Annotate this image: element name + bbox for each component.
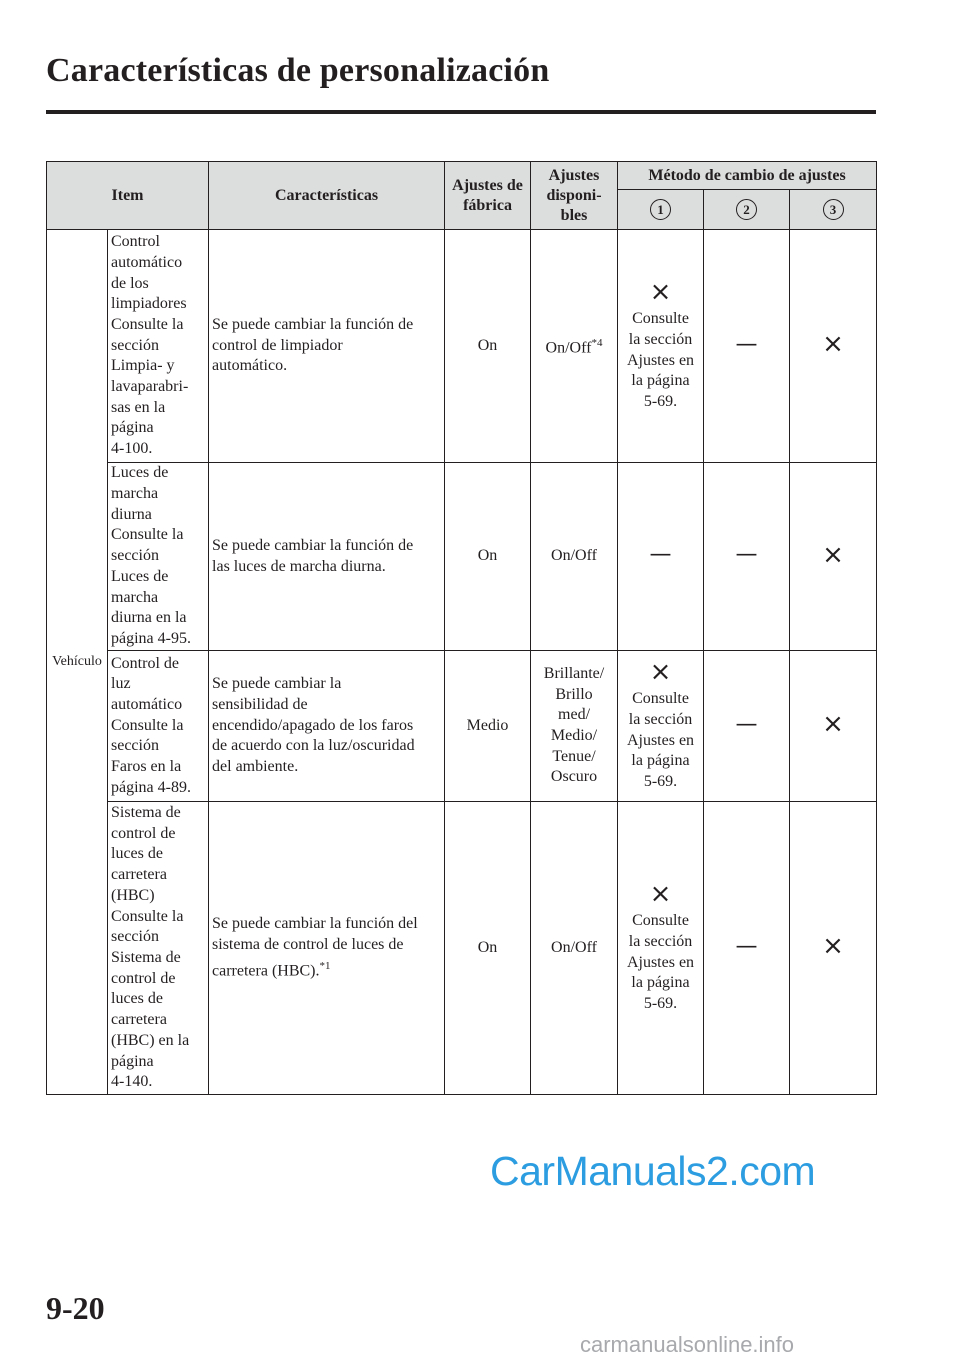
dash-icon: — [735, 542, 758, 568]
header-ajustes-disponibles: Ajustes disponi- bles [531, 162, 618, 230]
table-row [47, 230, 877, 463]
table-row [47, 651, 877, 802]
table-row [47, 802, 877, 1095]
footnote-ref: *1 [319, 959, 331, 972]
row-method-1: × Consulte la sección Ajustes en la página 5-69. [618, 651, 704, 802]
dash-icon: — [735, 331, 758, 357]
row-factory: On [445, 463, 531, 651]
header-ajustes-fabrica: Ajustes de fábrica [445, 162, 531, 230]
row-available: On/Off [531, 463, 618, 651]
row-method-1: × Consulte la sección Ajustes en la página 5-69. [618, 230, 704, 463]
footer-site: carmanualsonline.info [580, 1332, 795, 1357]
header-method-3 [790, 190, 877, 230]
row-name: Control de luz automático Consulte la sección Faros en la página 4-89. [108, 651, 209, 802]
header-caracteristicas: Características [209, 162, 445, 230]
row-available: Brillante/ Brillo med/ Medio/ Tenue/ Oscuro [531, 651, 618, 802]
row-available: On/Off$^{*4}$ [531, 230, 618, 463]
row-method-3 [790, 802, 877, 1095]
row-method-2 [704, 463, 790, 651]
dash-icon: — [735, 711, 758, 737]
footnote-ref: *4 [591, 336, 603, 349]
row-description: Se puede cambiar la sensibilidad de encendido/apagado de los faros de acuerdo con la luz/oscuridad del ambiente. [209, 651, 445, 802]
row-available: On/Off [531, 802, 618, 1095]
row-method-1: × Consulte la sección Ajustes en la página 5-69. [618, 802, 704, 1095]
customization-table [46, 161, 877, 1095]
row-method-2 [704, 230, 790, 463]
row-method-3 [790, 651, 877, 802]
cross-icon: × [822, 329, 844, 359]
circled-number-3: 3 [823, 199, 844, 220]
header-method-1 [618, 190, 704, 230]
watermark: CarManuals2.com [490, 1148, 816, 1194]
row-name: Sistema de control de luces de carretera (HBC) Consulte la sección Sistema de control de luces de carretera (HBC) en la página 4-140. [108, 802, 209, 1095]
cross-icon: × [822, 931, 844, 961]
row-description: Se puede cambiar la función de las luces de marcha diurna. [209, 463, 445, 651]
row-description: Se puede cambiar la función del sistema de control de luces de carretera (HBC).$^{*1}$ [209, 802, 445, 1095]
row-name: Control automático de los limpiadores Consulte la sección Limpia- y lavaparabri- sas en la página 4-100. [108, 230, 209, 463]
cross-icon: × [822, 709, 844, 739]
cross-icon: × [649, 879, 672, 910]
row-method-3 [790, 230, 877, 463]
circled-number-1: 1 [650, 199, 671, 220]
header-item: Item [47, 162, 209, 230]
row-factory: On [445, 802, 531, 1095]
dash-icon: — [735, 933, 758, 959]
page-number: 9-20 [46, 1290, 105, 1326]
page-title: Características de personalización [46, 52, 550, 89]
cross-icon: × [649, 277, 672, 308]
dash-icon: — [649, 542, 672, 568]
row-method-2 [704, 651, 790, 802]
header-metodo: Método de cambio de ajustes [618, 162, 877, 190]
cross-icon: × [649, 657, 672, 688]
title-rule [46, 110, 876, 114]
row-factory: On [445, 230, 531, 463]
row-method-3 [790, 463, 877, 651]
row-method-2 [704, 802, 790, 1095]
header-method-2 [704, 190, 790, 230]
row-description: Se puede cambiar la función de control de limpiador automático. [209, 230, 445, 463]
row-method-1 [618, 463, 704, 651]
circled-number-2: 2 [736, 199, 757, 220]
item-group-vehiculo: Vehículo [47, 230, 108, 1095]
row-name: Luces de marcha diurna Consulte la sección Luces de marcha diurna en la página 4-95. [108, 463, 209, 651]
cross-icon: × [822, 539, 844, 570]
row-factory: Medio [445, 651, 531, 802]
table-row [47, 463, 877, 651]
